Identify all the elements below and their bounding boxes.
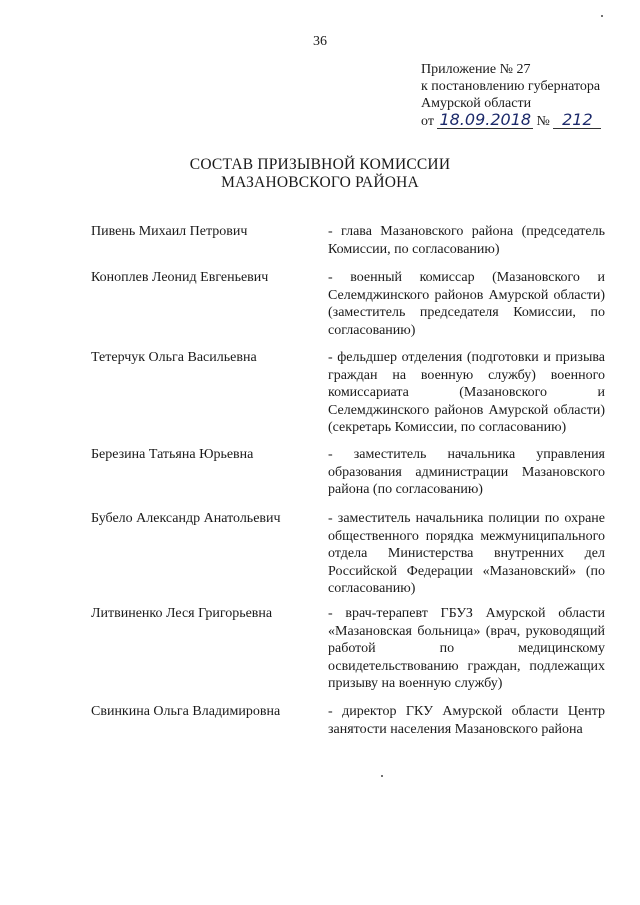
document-title: [0, 156, 640, 192]
appendix-title: Приложение № 27: [421, 62, 531, 77]
member-role: - заместитель начальника полиции по охране общественного порядка межмуниципального отдела Министерства внутренних дел Российской Федерации «Мазановский» (по согласованию): [328, 511, 605, 596]
member-role: - врач-терапевт ГБУЗ Амурской области «Мазановская больница» (врач, руководящий работой по медицинскому освидетельствованию граждан, подлежащих призыву на военную службу): [328, 606, 605, 691]
member-name: Бубело Александр Анатольевич: [91, 511, 281, 526]
member-name: Тетерчук Ольга Васильевна: [91, 350, 257, 365]
member-role: - военный комиссар (Мазановского и Селемджинского районов Амурской области) (заместитель председателя Комиссии, по согласованию): [328, 270, 605, 338]
appendix-decree-ref: к постановлению губернатора: [421, 79, 601, 94]
appendix-date-line: [421, 112, 631, 130]
scan-speck: [601, 15, 603, 17]
member-role: - заместитель начальника управления образования администрации Мазановского района (по согласованию): [328, 447, 605, 497]
member-role: - фельдшер отделения (подготовки и призыва граждан на военную службу) военного комиссариата (Мазановского и Селемджинского районов Амурской области) (секретарь Комиссии, по согласованию): [328, 350, 605, 435]
date-prefix: от: [421, 114, 434, 129]
member-name: Березина Татьяна Юрьевна: [91, 447, 254, 462]
appendix-block: [421, 61, 631, 130]
title-line-2: МАЗАНОВСКОГО РАЙОНА: [221, 174, 419, 191]
member-name: Литвиненко Леся Григорьевна: [91, 606, 273, 621]
member-role: - директор ГКУ Амурской области Центр занятости населения Мазановского района: [328, 704, 605, 737]
appendix-region: Амурской области: [421, 96, 532, 111]
member-name: Коноплев Леонид Евгеньевич: [91, 270, 269, 285]
handwritten-number: 212: [553, 112, 601, 129]
handwritten-date: 18.09.2018: [439, 110, 532, 129]
member-name: Пивень Михаил Петрович: [91, 224, 248, 239]
page-number: 36: [313, 34, 327, 49]
member-name: Свинкина Ольга Владимировна: [91, 704, 281, 719]
scan-speck: [381, 775, 383, 777]
number-prefix: №: [536, 114, 550, 129]
title-line-1: СОСТАВ ПРИЗЫВНОЙ КОМИССИИ: [189, 156, 451, 173]
member-role: - глава Мазановского района (председатель Комиссии, по согласованию): [328, 224, 605, 257]
